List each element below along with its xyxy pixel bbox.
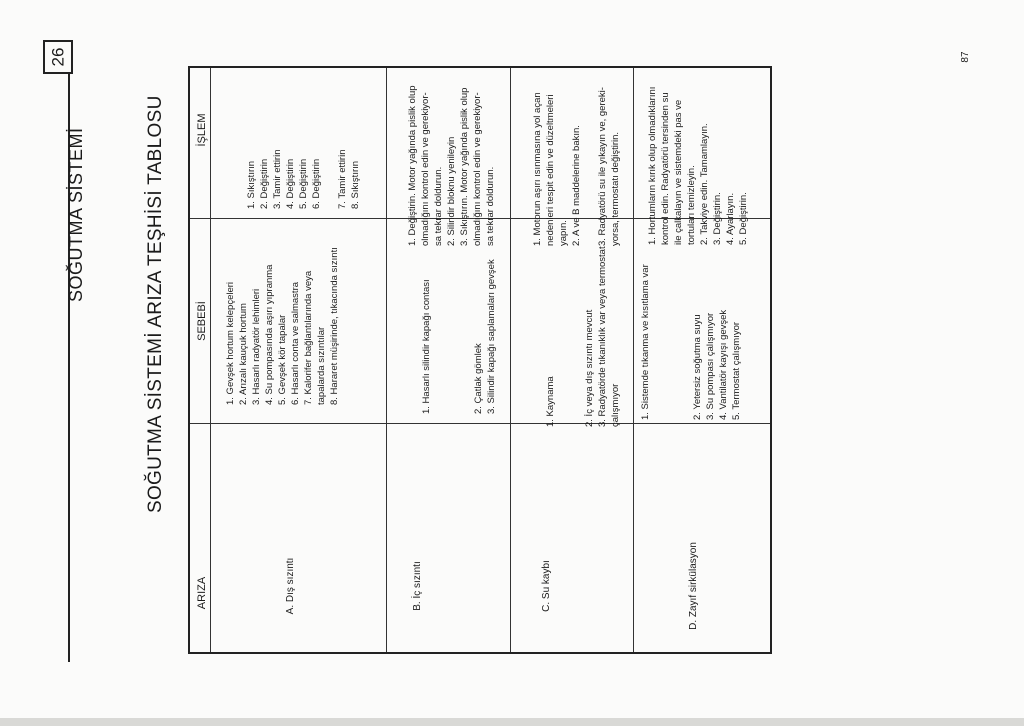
islem-a-item: 6. Değiştirin [311, 158, 322, 209]
sebebi-d-item [678, 226, 691, 420]
islem-a-item: 3. Tamir ettirin [272, 149, 283, 209]
page-number: 26 [47, 47, 67, 67]
sebebi-b-item [459, 220, 472, 414]
islem-c-item: yorsa, termostatı değiştirin. [610, 131, 621, 246]
column-header-ariza: ARIZA [196, 576, 208, 610]
islem-c-item: 1. Motorun aşırı ısınmasına yol açan [532, 92, 543, 246]
islem-d-item: 4. Ayarlayın. [725, 192, 736, 245]
sebebi-b-item: 3. Silindir kapağı saplamaları gevşek [486, 259, 497, 414]
section-title: SOĞUTMA SİSTEMİ [66, 127, 86, 302]
sebebi-c-item: 2. İç veya dış sızıntı mevcut [584, 309, 595, 427]
sebebi-list-b [420, 220, 502, 414]
sebebi-b-item [446, 220, 459, 414]
islem-d-item: ile çalkalayın ve sistemdeki pas ve [673, 99, 684, 245]
sebebi-a-item: 8. Hararet müşirinde, tıkacında sızıntı [329, 247, 340, 405]
islem-a-item: 7. Tamir ettirin [337, 149, 348, 209]
sebebi-b-item: 1. Hasarlı silindir kapağı contası [421, 279, 432, 414]
islem-b-item: sa tekrar doldurun. [433, 166, 444, 246]
islem-list-b [406, 50, 500, 246]
islem-a-item: 8. Sıkıştırın [350, 160, 361, 209]
sebebi-a-item: 3. Hasarlı radyatör lehimleri [251, 288, 262, 405]
islem-a-item: 2. Değiştirin [259, 158, 270, 209]
islem-d-item: kontrol edin. Radyatörü tersinden su [660, 92, 671, 245]
sebebi-list-a [224, 207, 344, 405]
islem-b-item: sa tekrar doldurun. [485, 166, 496, 246]
sebebi-list-d [639, 226, 745, 420]
sebebi-a-item: tapalarda sızıntılar [316, 326, 327, 405]
sebebi-a-item: 7. Kalorifer bağlantılarında veya [303, 270, 314, 405]
col-divider-sebebi-islem [190, 423, 770, 424]
islem-c-item [583, 50, 596, 246]
islem-b-item: olmadığını kontrol edin ve gerekiyor- [472, 92, 483, 246]
sebebi-d-item: 5. Termostat çalışmıyor [731, 321, 742, 420]
islem-d-item: tortuları temizleyin. [686, 165, 697, 245]
sebebi-d-item [665, 226, 678, 420]
islem-list-d [646, 49, 754, 245]
islem-c-item: nedenleri tespit edin ve düzeltmeleri [545, 94, 556, 246]
sebebi-d-item: 2. Yetersiz soğutma suyu [692, 314, 703, 420]
sebebi-a-item: 4. Su pompasında aşırı yıpranma [264, 264, 275, 405]
islem-d-item: 1. Hortumların kırık olup olmadıklarını [647, 86, 658, 245]
scan-edge [0, 718, 1024, 726]
page-number-box [43, 40, 73, 74]
islem-a-item [323, 79, 336, 209]
islem-c-item: yapın. [558, 220, 569, 246]
islem-d-item: 3. Değiştirin. [712, 192, 723, 245]
header-divider [210, 68, 211, 652]
row-divider-bc [510, 68, 511, 652]
sebebi-a-item: 1. Gevşek hortum kelepçeleri [225, 281, 236, 405]
diagnosis-table [188, 66, 772, 654]
islem-a-item: 4. Değiştirin [285, 158, 296, 209]
row-divider-ab [386, 68, 387, 652]
sebebi-d-item: 1. Sistemde tıkanma ve kısıtlama var [640, 264, 651, 420]
islem-d-item: 2. Takviye edin. Tamamlayın. [699, 123, 710, 245]
sebebi-d-item [652, 226, 665, 420]
islem-b-item: 2. Silindir bloknu yenileyin [446, 136, 457, 246]
column-header-islem: İŞLEM [196, 113, 208, 147]
islem-list-a [245, 79, 365, 209]
ariza-c: C. Su kaybı [541, 560, 552, 612]
sebebi-c-item: çalışmıyor [610, 383, 621, 427]
islem-c-item: 2. A ve B maddelerine bakın. [571, 125, 582, 246]
islem-a-item: 5. Değiştirin [298, 158, 309, 209]
islem-c-item: 3. Radyatörü su ile yıkayın ve, gereki- [597, 87, 608, 246]
sebebi-a-item: 5. Gevşek kör tapalar [277, 314, 288, 405]
islem-b-item: 3. Sıkıştırın. Motor yağında pislik olup [459, 87, 470, 246]
islem-b-item: olmadığını kontrol edin ve gerekiyor- [420, 92, 431, 246]
islem-b-item: 1. Değiştirin. Motor yağında pislik olup [407, 85, 418, 246]
ariza-d: D. Zayıf sirkülasyon [688, 542, 699, 630]
sebebi-a-item: 6. Hasarlı conta ve salmastra [290, 281, 301, 405]
ariza-a: A. Dış sızıntı [285, 557, 296, 615]
sebebi-c-item: 1. Kaynama [545, 376, 556, 427]
sebebi-b-item: 2. Çatlak gömlek [473, 343, 484, 414]
ariza-b: B. İç sızıntı [412, 561, 423, 611]
corner-number: 87 [960, 51, 971, 63]
islem-list-c [531, 50, 625, 246]
islem-a-item: 1. Sıkıştırın [246, 160, 257, 209]
sebebi-c-item: 3. Radyatörde tıkanıklık var veya termostat [597, 246, 608, 427]
sebebi-a-item: 2. Arızalı kauçuk hortum [238, 303, 249, 405]
sebebi-d-item: 3. Su pompası çalışmıyor [705, 312, 716, 420]
sebebi-d-item: 4. Vantilatör kayışı gevşek [718, 309, 729, 420]
islem-d-item: 5. Değiştirin. [738, 192, 749, 245]
table-title: SOĞUTMA SİSTEMİ ARIZA TEŞHİSİ TABLOSU [145, 95, 166, 513]
row-divider-cd [633, 68, 634, 652]
column-header-sebebi: SEBEBİ [196, 301, 208, 341]
sebebi-b-item [433, 220, 446, 414]
